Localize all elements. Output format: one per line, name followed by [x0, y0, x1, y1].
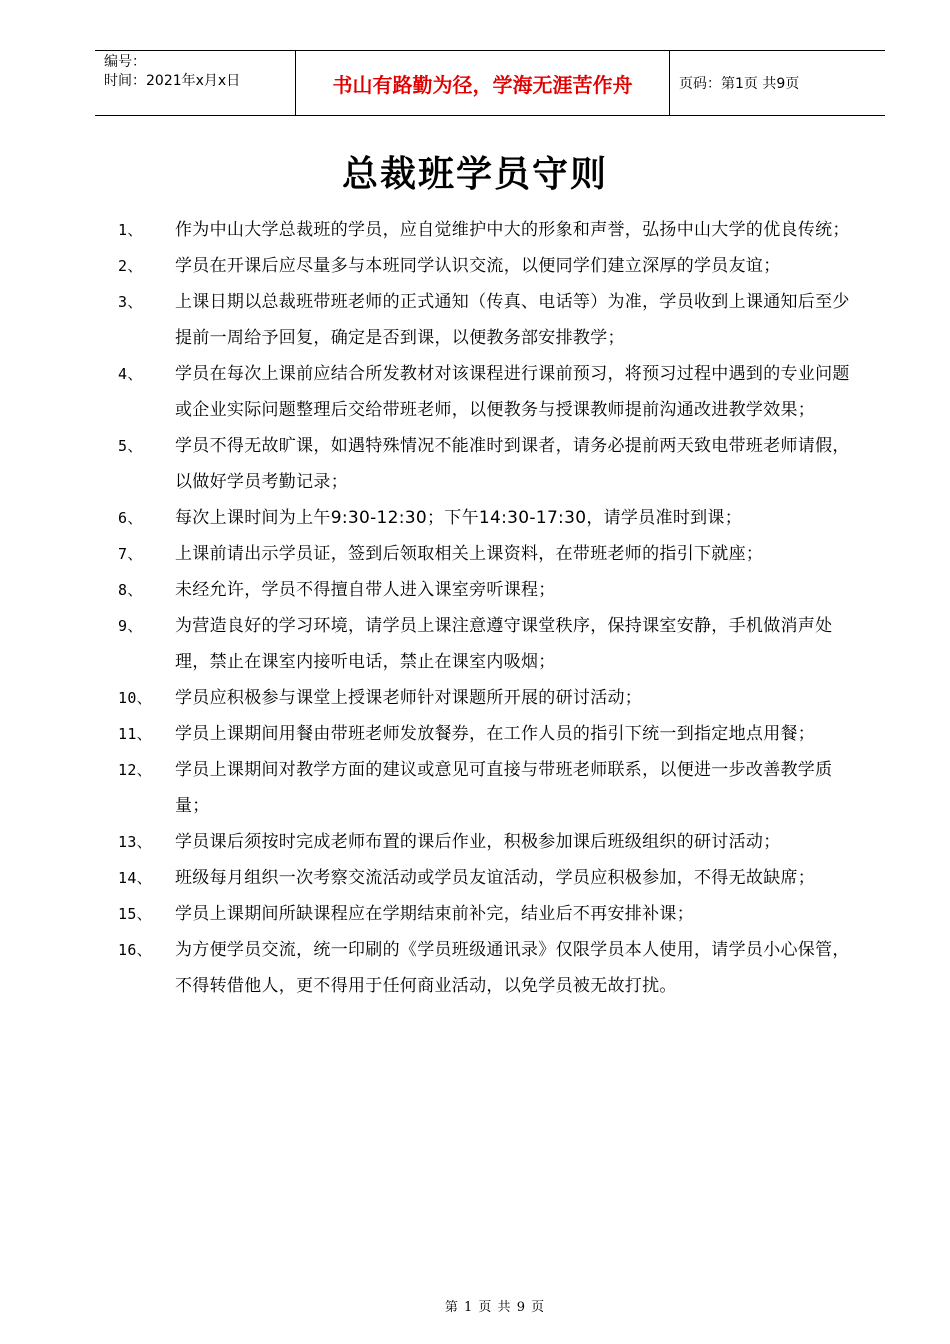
- rule-text: 学员不得无故旷课，如遇特殊情况不能准时到课者，请务必提前两天致电带班老师请假，以做好学员考勤记录；: [175, 436, 850, 492]
- rule-text: 每次上课时间为上午9:30-12:30；下午14:30-17:30，请学员准时到课；: [175, 508, 743, 528]
- rule-number: 10、: [118, 689, 152, 707]
- rule-number: 12、: [118, 761, 152, 779]
- rule-text: 作为中山大学总裁班的学员，应自觉维护中大的形象和声誉，弘扬中山大学的优良传统；: [175, 220, 850, 240]
- document-time-label: 时间：2021年x月x日: [104, 73, 241, 89]
- rule-number: 16、: [118, 941, 152, 959]
- rules-list: [0, 212, 950, 1004]
- rule-item: [0, 284, 950, 356]
- rule-text: 学员课后须按时完成老师布置的课后作业，积极参加课后班级组织的研讨活动；: [175, 832, 781, 852]
- page-header: [95, 50, 885, 116]
- rule-text: 未经允许，学员不得擅自带人进入课室旁听课程；: [175, 580, 556, 600]
- rule-number: 1、: [118, 221, 143, 239]
- rule-text: 学员应积极参与课堂上授课老师针对课题所开展的研讨活动；: [175, 688, 643, 708]
- rule-number: 3、: [118, 293, 143, 311]
- rule-item: [0, 680, 950, 716]
- rule-item: [0, 536, 950, 572]
- rule-number: 5、: [118, 437, 143, 455]
- rule-item: [0, 860, 950, 896]
- rule-text: 上课日期以总裁班带班老师的正式通知（传真、电话等）为准，学员收到上课通知后至少提前一周给予回复，确定是否到课，以便教务部安排教学；: [175, 292, 850, 348]
- header-page-info: 页码：第1页 共9页: [679, 76, 800, 92]
- header-motto: 书山有路勤为径，学海无涯苦作舟: [296, 51, 670, 115]
- rule-number: 8、: [118, 581, 143, 599]
- rule-item: [0, 248, 950, 284]
- rule-number: 11、: [118, 725, 152, 743]
- page-title: 总裁班学员守则: [341, 154, 608, 195]
- rule-item: [0, 752, 950, 824]
- rule-number: 2、: [118, 257, 143, 275]
- rule-number: 4、: [118, 365, 143, 383]
- rule-text: 学员上课期间用餐由带班老师发放餐券，在工作人员的指引下统一到指定地点用餐；: [175, 724, 816, 744]
- rule-item: [0, 212, 950, 248]
- rule-item: [0, 896, 950, 932]
- rule-item: [0, 356, 950, 428]
- rule-number: 6、: [118, 509, 143, 527]
- rule-item: [0, 824, 950, 860]
- rule-text: 为方便学员交流，统一印刷的《学员班级通讯录》仅限学员本人使用，请学员小心保管，不得转借他人，更不得用于任何商业活动，以免学员被无故打扰。: [175, 940, 850, 996]
- rule-number: 13、: [118, 833, 152, 851]
- document-number-label: 编号：: [104, 54, 146, 70]
- rule-item: [0, 932, 950, 1004]
- rule-item: [0, 500, 950, 536]
- rule-text: 上课前请出示学员证，签到后领取相关上课资料，在带班老师的指引下就座；: [175, 544, 764, 564]
- rule-item: [0, 572, 950, 608]
- rule-item: [0, 716, 950, 752]
- rule-text: 班级每月组织一次考察交流活动或学员友谊活动，学员应积极参加，不得无故缺席；: [175, 868, 816, 888]
- header-meta: [95, 51, 296, 115]
- rule-text: 学员在每次上课前应结合所发教材对该课程进行课前预习，将预习过程中遇到的专业问题或企业实际问题整理后交给带班老师，以便教务与授课教师提前沟通改进教学效果；: [175, 364, 850, 420]
- page-footer: 第 1 页 共 9 页: [444, 1300, 546, 1315]
- rule-item: [0, 428, 950, 500]
- rule-number: 15、: [118, 905, 152, 923]
- rule-number: 14、: [118, 869, 152, 887]
- rule-text: 为营造良好的学习环境，请学员上课注意遵守课堂秩序，保持课室安静，手机做消声处理，禁止在课室内接听电话，禁止在课室内吸烟；: [175, 616, 833, 672]
- rule-text: 学员在开课后应尽量多与本班同学认识交流，以便同学们建立深厚的学员友谊；: [175, 256, 781, 276]
- rule-number: 7、: [118, 545, 143, 563]
- rule-number: 9、: [118, 617, 143, 635]
- rule-text: 学员上课期间对教学方面的建议或意见可直接与带班老师联系，以便进一步改善教学质量；: [175, 760, 833, 816]
- rule-text: 学员上课期间所缺课程应在学期结束前补完，结业后不再安排补课；: [175, 904, 694, 924]
- rule-item: [0, 608, 950, 680]
